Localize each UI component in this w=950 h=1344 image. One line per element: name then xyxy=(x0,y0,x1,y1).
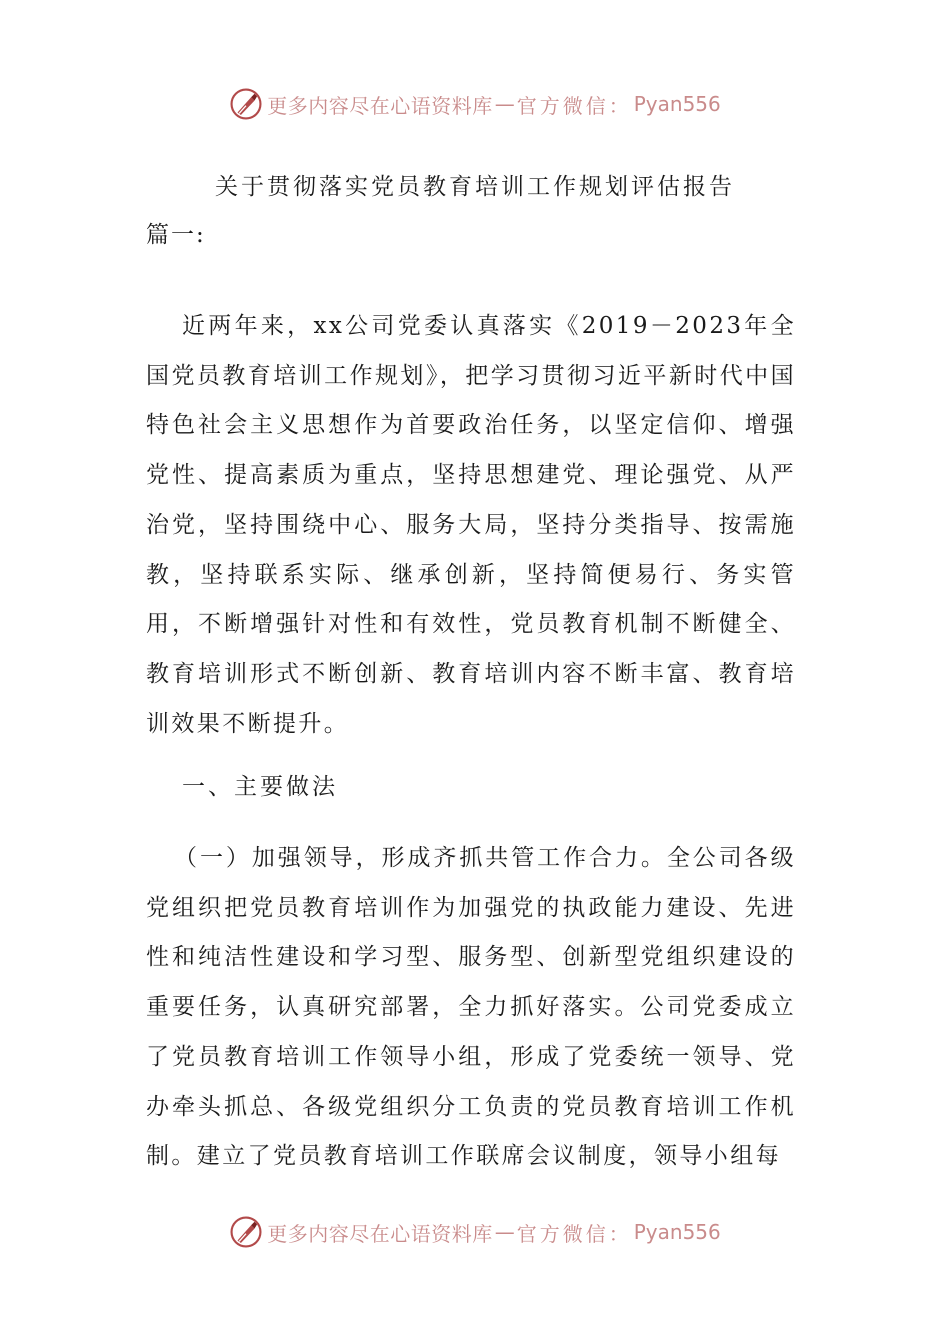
pen-nib-logo-icon xyxy=(229,87,263,121)
header-brand-text: 更多内容尽在心语资料库 xyxy=(267,93,493,118)
header-wechat-label: 官方微信： xyxy=(516,93,632,118)
footer-wechat-label: 官方微信： xyxy=(516,1221,632,1246)
section-heading: 一、主要做法 xyxy=(182,774,338,800)
document-title: 关于贯彻落实党员教育培训工作规划评估报告 xyxy=(215,174,735,200)
footer-brand-text: 更多内容尽在心语资料库 xyxy=(267,1221,493,1246)
header-separator: — xyxy=(494,92,515,116)
body-paragraph: （一）加强领导，形成齐抓共管工作合力。全公司各级党组织把党员教育培训作为加强党的执政能力建设、先进性和纯洁性建设和学习型、服务型、创新型党组织建设的重要任务，认真研究部署，全力抓好落实。公司党委成立了党员教育培训工作领导小组，形成了党委统一领导、党办牵头抓总、各级党组织分工负责的党员教育培训工作机制。建立了党员教育培训工作联席会议制度，领导小组每 xyxy=(146,845,796,1170)
footer-banner xyxy=(0,1210,950,1254)
chapter-label: 篇一: xyxy=(146,222,206,248)
footer-wechat-id: Pyan556 xyxy=(633,1220,721,1244)
footer-separator: — xyxy=(494,1220,515,1244)
header-wechat-id: Pyan556 xyxy=(633,92,721,116)
pen-nib-logo-icon xyxy=(229,1215,263,1249)
header-banner xyxy=(0,82,950,126)
intro-paragraph: 近两年来，xx公司党委认真落实《2019－2023年全国党员教育培训工作规划》，把学习贯彻习近平新时代中国特色社会主义思想作为首要政治任务，以坚定信仰、增强党性、提高素质为重点，坚持思想建党、理论强党、从严治党，坚持围绕中心、服务大局，坚持分类指导、按需施教，坚持联系实际、继承创新，坚持简便易行、务实管用，不断增强针对性和有效性，党员教育机制不断健全、教育培训形式不断创新、教育培训内容不断丰富、教育培训效果不断提升。 xyxy=(146,313,796,737)
